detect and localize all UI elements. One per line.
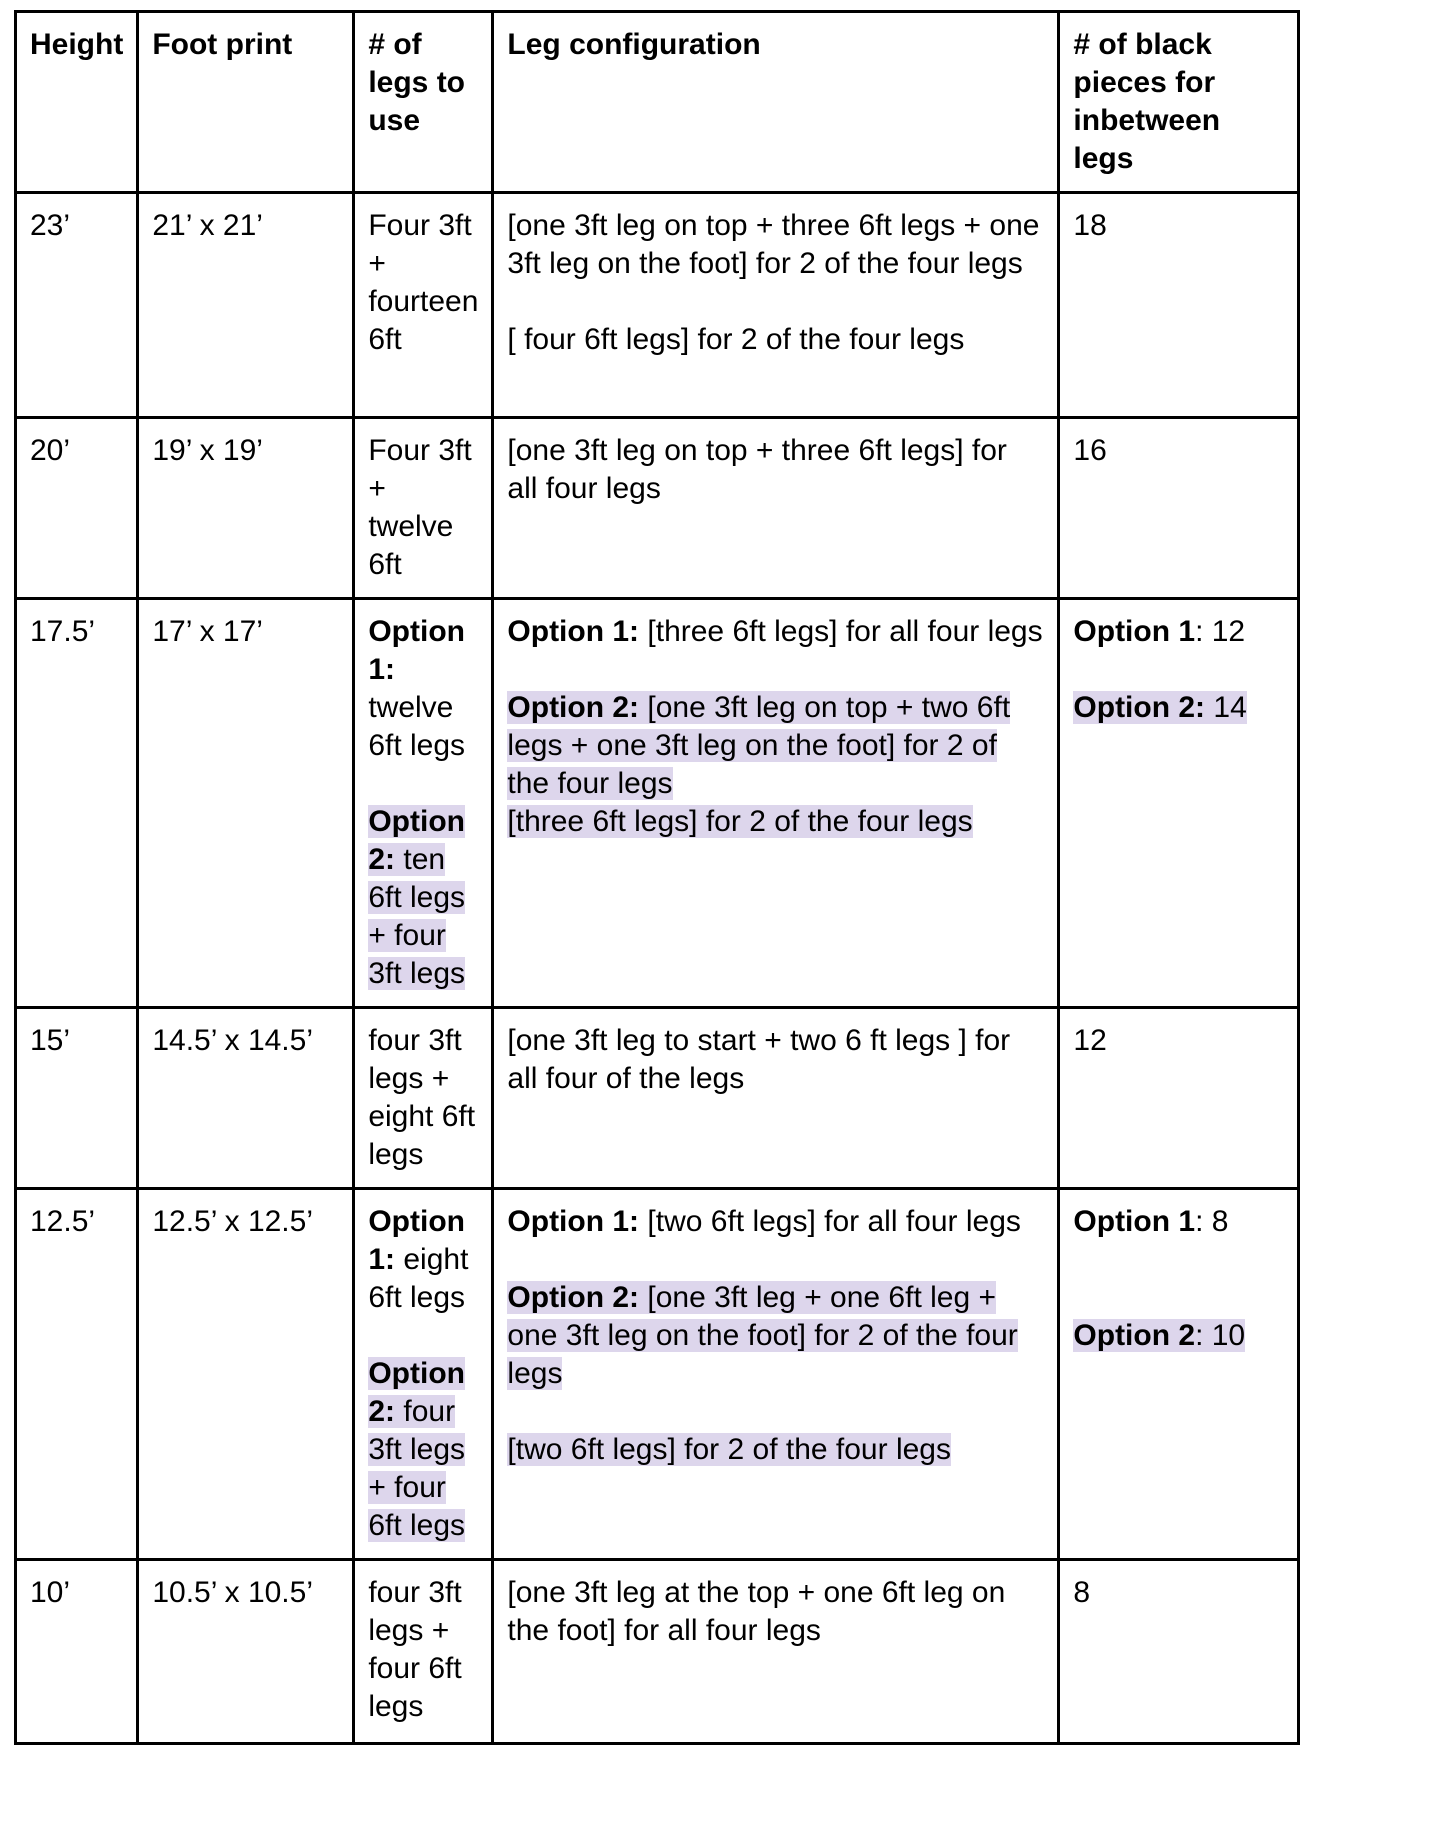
option-text: [one 3ft leg on top + two 6ft legs + one 3ft leg on the foot] for 2 of the four legs — [507, 691, 1011, 800]
cell-config — [493, 418, 1059, 599]
cell-config — [493, 599, 1059, 1008]
option-text: twelve 6ft legs — [368, 691, 466, 762]
cell-config — [493, 1008, 1059, 1189]
header-row — [16, 12, 1299, 193]
header-height: Height — [16, 12, 138, 193]
option-label: Option 2: — [1073, 691, 1206, 724]
table-row — [16, 1189, 1299, 1560]
option-text: [two 6ft legs] for all four legs — [647, 1205, 1021, 1238]
option-label: Option 1 — [1073, 615, 1196, 648]
cell-legs: Four 3ft + twelve 6ft — [354, 418, 493, 599]
cell-footprint: 14.5’ x 14.5’ — [138, 1008, 354, 1189]
cell-height: 17.5’ — [16, 599, 138, 1008]
option-label: Option 1: — [368, 1205, 465, 1276]
header-legs-count: # of legs to use — [354, 12, 493, 193]
option-value: : 12 — [1195, 615, 1246, 648]
cell-height: 15’ — [16, 1008, 138, 1189]
cell-footprint: 21’ x 21’ — [138, 193, 354, 418]
option-value: : 8 — [1195, 1205, 1229, 1238]
cell-black-pieces: 16 — [1059, 418, 1299, 599]
option-text: [three 6ft legs] for 2 of the four legs — [507, 805, 973, 838]
cell-config — [493, 1560, 1059, 1744]
table-row — [16, 599, 1299, 1008]
cell-legs: Four 3ft + fourteen 6ft — [354, 193, 493, 418]
table-row — [16, 1560, 1299, 1744]
config-line: [one 3ft leg on top + three 6ft legs] for all four legs — [507, 434, 1007, 505]
config-line: [ four 6ft legs] for 2 of the four legs — [507, 323, 965, 356]
option-text: four 3ft legs + four 6ft legs — [368, 1395, 466, 1542]
table-row — [16, 418, 1299, 599]
cell-legs — [354, 599, 493, 1008]
option-label: Option 1: — [507, 615, 640, 648]
option-text: [three 6ft legs] for all four legs — [647, 615, 1043, 648]
option-label: Option 1 — [1073, 1205, 1196, 1238]
option-label: Option 2: — [507, 1281, 640, 1314]
option-value: 14 — [1213, 691, 1247, 724]
option-text: [one 3ft leg + one 6ft leg + one 3ft leg on the foot] for 2 of the four legs — [507, 1281, 1018, 1390]
cell-height: 23’ — [16, 193, 138, 418]
cell-legs — [354, 1189, 493, 1560]
cell-black-pieces — [1059, 599, 1299, 1008]
cell-footprint: 17’ x 17’ — [138, 599, 354, 1008]
option-label: Option 2 — [1073, 1319, 1196, 1352]
config-line: [one 3ft leg on top + three 6ft legs + one 3ft leg on the foot] for 2 of the four legs — [507, 209, 1040, 280]
cell-height: 20’ — [16, 418, 138, 599]
header-leg-config: Leg configuration — [493, 12, 1059, 193]
option-label: Option 2: — [368, 1357, 465, 1428]
config-line: [one 3ft leg at the top + one 6ft leg on the foot] for all four legs — [507, 1576, 1006, 1647]
option-label: Option 2: — [507, 691, 640, 724]
cell-height: 12.5’ — [16, 1189, 138, 1560]
table-row — [16, 1008, 1299, 1189]
config-line: [one 3ft leg to start + two 6 ft legs ] for all four of the legs — [507, 1024, 1011, 1095]
header-footprint: Foot print — [138, 12, 354, 193]
option-value: : 10 — [1195, 1319, 1246, 1352]
cell-black-pieces — [1059, 1189, 1299, 1560]
option-label: Option 2: — [368, 805, 465, 876]
cell-legs: four 3ft legs + eight 6ft legs — [354, 1008, 493, 1189]
header-black-pieces: # of black pieces for inbetween legs — [1059, 12, 1299, 193]
cell-height: 10’ — [16, 1560, 138, 1744]
leg-configuration-table — [14, 10, 1300, 1745]
option-label: Option 1: — [507, 1205, 640, 1238]
option-text: eight 6ft legs — [368, 1243, 469, 1314]
table-row — [16, 193, 1299, 418]
cell-black-pieces: 18 — [1059, 193, 1299, 418]
option-label: Option 1: — [368, 615, 465, 686]
cell-footprint: 19’ x 19’ — [138, 418, 354, 599]
cell-black-pieces: 12 — [1059, 1008, 1299, 1189]
cell-legs: four 3ft legs + four 6ft legs — [354, 1560, 493, 1744]
cell-footprint: 10.5’ x 10.5’ — [138, 1560, 354, 1744]
cell-config — [493, 1189, 1059, 1560]
option-text: [two 6ft legs] for 2 of the four legs — [507, 1433, 951, 1466]
cell-footprint: 12.5’ x 12.5’ — [138, 1189, 354, 1560]
cell-config — [493, 193, 1059, 418]
option-text: ten 6ft legs + four 3ft legs — [368, 843, 466, 990]
cell-black-pieces: 8 — [1059, 1560, 1299, 1744]
